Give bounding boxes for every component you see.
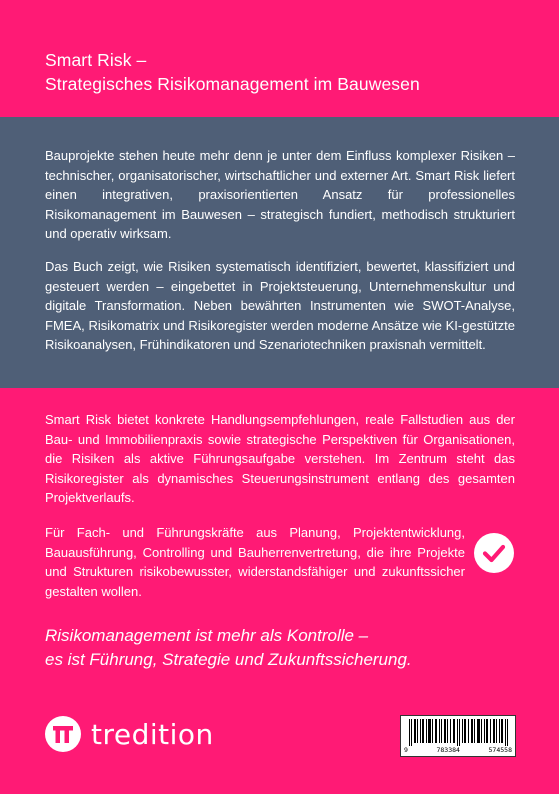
title-line-2: Strategisches Risikomanagement im Bauwesen <box>45 74 420 94</box>
checkmark-circle-icon <box>474 533 514 573</box>
paragraph-intro: Bauprojekte stehen heute mehr denn je unter dem Einfluss komplexer Risiken – technischer, organisatorischer, wirtschaftlicher und externer Art. Smart Risk liefert einen integrativen, praxisorientierten Ansatz für professionelles Risikomanagement im Bauwesen – strategisch fundiert, methodisch strukturiert und operativ wirksam. <box>45 148 515 242</box>
barcode-prefix: 9 <box>404 746 408 754</box>
barcode-digits <box>404 746 512 754</box>
tagline-quote <box>45 624 412 672</box>
quote-line-1: Risikomanagement ist mehr als Kontrolle – <box>45 626 369 645</box>
barcode-group-2: 574558 <box>488 746 512 754</box>
barcode-group-1: 783384 <box>436 746 460 754</box>
barcode-bars <box>405 719 511 746</box>
paragraph-audience: Für Fach- und Führungskräfte aus Planung, Projektentwicklung, Bauausführung, Controlling und Bauherrenvertretung, die ihre Projekte und Strukturen risikobewusster, widerstandsfähiger und zukunftssicher gestalten wollen. <box>45 525 465 599</box>
publisher-logo <box>45 714 214 754</box>
tredition-logo-icon <box>45 716 81 752</box>
isbn-barcode <box>400 715 516 757</box>
title-line-1: Smart Risk – <box>45 50 147 70</box>
paragraph-benefits: Smart Risk bietet konkrete Handlungsempfehlungen, reale Fallstudien aus der Bau- und Immobilienpraxis sowie strategische Perspektiven für Organisationen, die Risiken als aktive Führungsaufgabe verstehen. Im Zentrum steht das Risikoregister als dynamisches Steuerungsinstrument entlang des gesamten Projektverlaufs. <box>45 412 515 506</box>
paragraph-methods: Das Buch zeigt, wie Risiken systematisch identifiziert, bewertet, klassifiziert und gesteuert werden – eingebettet in Projektsteuerung, Unternehmenskultur und digitale Transformation. Neben bewährten Instrumenten wie SWOT-Analyse, FMEA, Risikomatrix und Risikoregister werden moderne Ansätze wie KI-gestützte Risikoanalysen, Frühindikatoren und Szenariotechniken praxisnah vermittelt. <box>45 259 515 353</box>
publisher-name: tredition <box>91 717 214 751</box>
book-title <box>45 48 420 96</box>
quote-line-2: es ist Führung, Strategie und Zukunftssicherung. <box>45 650 412 669</box>
